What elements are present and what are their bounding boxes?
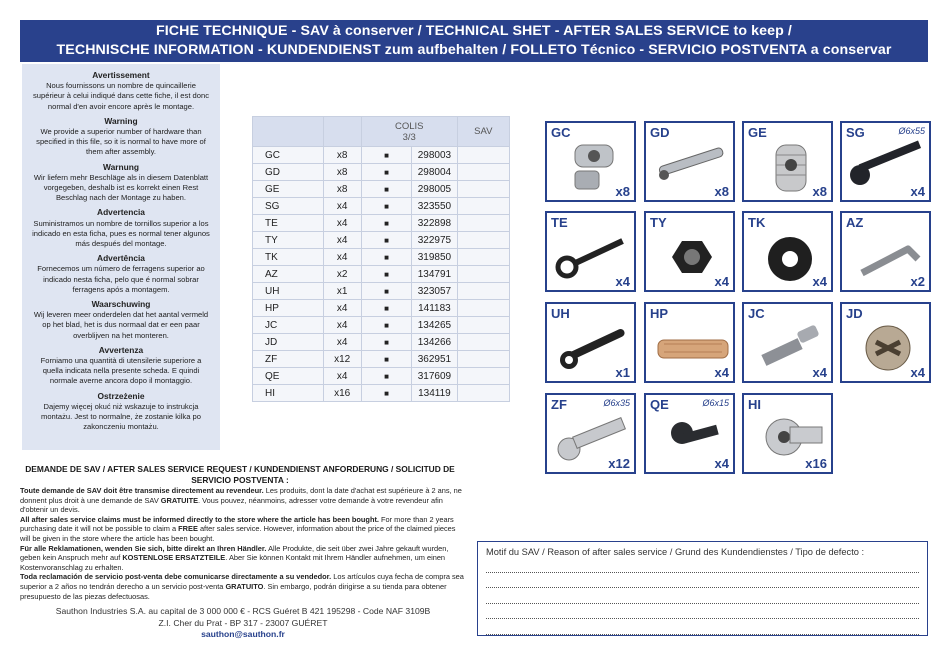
sav-paragraph-bold: Toute demande de SAV doit être transmise directement au revendeur.	[20, 486, 264, 495]
motif-line[interactable]	[486, 575, 919, 589]
code-cell: 317609	[412, 368, 457, 385]
table-row	[253, 181, 510, 198]
warnings-panel	[22, 64, 220, 450]
warning-title: Advertência	[97, 253, 145, 264]
card-quantity: x16	[805, 456, 827, 471]
motif-form	[477, 541, 928, 636]
ref-cell: HI	[253, 385, 324, 402]
hardware-card-hp	[644, 302, 735, 383]
header-line-2: TECHNISCHE INFORMATION - KUNDENDIENST zum aufbehalten / FOLLETO Técnico - SERVICIO POSTVENTA a conservar	[56, 42, 892, 58]
ref-cell: QE	[253, 368, 324, 385]
card-quantity: x8	[812, 184, 827, 199]
sav-paragraph-bold2: KOSTENLOSE ERSATZTEILE	[122, 553, 226, 563]
qty-cell: x4	[323, 249, 361, 266]
table-row	[253, 164, 510, 181]
card-quantity: x4	[714, 456, 729, 471]
check-cell: ■	[361, 283, 411, 300]
card-code: SG	[846, 125, 865, 140]
qty-cell: x12	[323, 351, 361, 368]
sav-request-title: DEMANDE DE SAV / AFTER SALES SERVICE REQUEST / KUNDENDIENST ANFORDERUNG / SOLICITUD DE SERVICIO POSTVENTA :	[25, 464, 455, 485]
sav-paragraph-text: Alle Produkte, die seit über zwei Jahre gekauft wurden, geben kein Anspruch mehr auf	[20, 543, 449, 563]
card-size: Ø6x35	[603, 398, 630, 408]
warning-block	[30, 116, 212, 158]
code-cell: 298004	[412, 164, 457, 181]
hardware-card-jd	[840, 302, 931, 383]
ref-cell: UH	[253, 283, 324, 300]
hardware-card-gd	[644, 121, 735, 202]
card-quantity: x1	[615, 365, 630, 380]
table-row	[253, 351, 510, 368]
code-cell: 134266	[412, 334, 457, 351]
qty-cell: x8	[323, 147, 361, 164]
ref-cell: ZF	[253, 351, 324, 368]
check-cell: ■	[361, 266, 411, 283]
sav-paragraph-bold: Toda reclamación de servicio post-venta debe comunicarse directamente a su vendedor.	[20, 572, 332, 582]
ref-cell: GE	[253, 181, 324, 198]
card-quantity: x4	[714, 365, 729, 380]
sav-paragraph-text: For more than 2 years purchasing date it will not be possible to claim a	[20, 514, 454, 534]
warning-block	[30, 391, 212, 433]
card-quantity: x2	[910, 274, 925, 289]
hardware-card-te	[545, 211, 636, 292]
qty-cell: x8	[323, 181, 361, 198]
check-cell: ■	[361, 300, 411, 317]
table-row	[253, 147, 510, 164]
colis-label: COLIS	[394, 120, 424, 132]
card-code: QE	[650, 397, 669, 412]
warning-block	[30, 253, 212, 295]
card-code: GD	[650, 125, 670, 140]
hardware-card-ty	[644, 211, 735, 292]
ref-cell: TY	[253, 232, 324, 249]
warning-title: Avertissement	[92, 70, 150, 80]
check-cell: ■	[361, 351, 411, 368]
card-quantity: x4	[812, 274, 827, 289]
qty-cell: x4	[323, 232, 361, 249]
warning-title: Avvertenza	[98, 344, 144, 355]
card-size: Ø6x15	[702, 398, 729, 408]
qty-cell: x8	[323, 164, 361, 181]
check-cell: ■	[361, 164, 411, 181]
sav-paragraph-text: Los artículos cuya fecha de compra sea superior a 2 años no tendrán derecho a un servicio post-venta	[20, 572, 464, 591]
code-cell: 323550	[412, 198, 457, 215]
colis-count: 3/3	[402, 131, 416, 143]
table-row	[253, 249, 510, 266]
table-row	[253, 283, 510, 300]
card-quantity: x8	[615, 184, 630, 199]
sav-cell[interactable]	[457, 385, 509, 402]
hardware-card-az	[840, 211, 931, 292]
page-header	[20, 20, 928, 62]
sav-cell[interactable]	[457, 351, 509, 368]
check-cell: ■	[361, 232, 411, 249]
qty-cell: x4	[323, 368, 361, 385]
sav-paragraph	[20, 572, 466, 601]
card-code: GE	[748, 125, 767, 140]
sav-cell[interactable]	[457, 317, 509, 334]
warning-text: Wir liefern mehr Beschläge als in diesem Datenblatt vorgegeben, deshalb ist es korrekt einen Rest Beschlag nach der Montage zu haben.	[33, 172, 209, 203]
hardware-card-ge	[742, 121, 833, 202]
sav-paragraph-text2: . Sin embargo, podrán dirigirse a su tienda para obtener presupuesto de las piezas defectuosas.	[20, 581, 447, 601]
check-cell: ■	[361, 368, 411, 385]
card-code: TK	[748, 215, 766, 230]
warning-block	[30, 207, 212, 249]
warning-text: Dajemy więcej okuć niż wskazuje to instrukcja montażu. Jest to normalne, że zostanie kilka po zakonczeniu montażu.	[41, 401, 201, 432]
qty-cell: x2	[323, 266, 361, 283]
ref-cell: SG	[253, 198, 324, 215]
motif-line[interactable]	[486, 621, 919, 635]
code-cell: 362951	[412, 351, 457, 368]
warning-block	[30, 162, 212, 204]
warning-text: Nous fournissons un nombre de quincaillerie supérieur à celui indiqué dans cette fiche, il est donc normal d'en avoir encore après le montage.	[32, 81, 210, 111]
ref-cell: AZ	[253, 266, 324, 283]
ref-cell: GC	[253, 147, 324, 164]
check-cell: ■	[361, 249, 411, 266]
warning-text: Fornecemos um número de ferragens superior ao indicado nesta ficha, pelo que é normal sobrar ferragens após a montagem.	[37, 264, 205, 294]
sav-paragraph-bold: Für alle Reklamationen, wenden Sie sich, bitte direkt an Ihren Händler.	[20, 543, 267, 553]
hardware-card-hi	[742, 393, 833, 474]
sav-cell[interactable]	[457, 215, 509, 232]
qty-cell: x4	[323, 317, 361, 334]
card-quantity: x4	[812, 365, 827, 380]
sav-cell[interactable]	[457, 232, 509, 249]
sav-cell[interactable]	[457, 334, 509, 351]
hardware-card-uh	[545, 302, 636, 383]
card-quantity: x4	[615, 274, 630, 289]
code-cell: 134119	[412, 385, 457, 402]
card-code: TY	[650, 215, 667, 230]
sav-cell[interactable]	[457, 164, 509, 181]
sav-paragraph	[20, 486, 466, 515]
ref-cell: TE	[253, 215, 324, 232]
check-cell: ■	[361, 181, 411, 198]
sav-paragraph-text2: . Vous pouvez, néanmoins, adresser votre demande à votre revendeur afin d'obtenir un devis.	[20, 495, 443, 515]
table-row	[253, 300, 510, 317]
card-code: JD	[846, 306, 863, 321]
sav-paragraph-text2: . Aber Sie können Kontakt mit Ihrem Händler aufnehmen, um einen Kostenvoranschlag zu erhalten.	[20, 553, 446, 572]
card-quantity: x4	[714, 274, 729, 289]
code-cell: 141183	[412, 300, 457, 317]
card-quantity: x12	[608, 456, 630, 471]
sav-paragraph-bold2: FREE	[178, 524, 198, 534]
sav-cell[interactable]	[457, 249, 509, 266]
sav-paragraph-bold2: GRATUITO	[225, 581, 264, 591]
code-cell: 319850	[412, 249, 457, 266]
code-cell: 298003	[412, 147, 457, 164]
table-row	[253, 232, 510, 249]
card-code: HI	[748, 397, 761, 412]
ref-cell: JD	[253, 334, 324, 351]
code-cell: 323057	[412, 283, 457, 300]
table-row	[253, 385, 510, 402]
motif-line[interactable]	[486, 590, 919, 604]
warning-text: Forniamo una quantità di utensilerie superiore a quella indicata nella presente scheda. E quindi normale averne ancora dopo il montaggio.	[40, 356, 202, 386]
sav-cell[interactable]	[457, 198, 509, 215]
ref-cell: HP	[253, 300, 324, 317]
warning-title: Ostrzeżenie	[97, 390, 145, 401]
sav-paragraph-bold: All after sales service claims must be informed directly to the store where the article has been bought.	[20, 514, 379, 524]
warning-title: Warnung	[103, 161, 139, 172]
table-row	[253, 317, 510, 334]
check-cell: ■	[361, 147, 411, 164]
sav-col-header: SAV	[457, 117, 509, 147]
table-row	[253, 334, 510, 351]
hardware-card-qe	[644, 393, 735, 474]
hardware-card-gc	[545, 121, 636, 202]
hardware-card-jc	[742, 302, 833, 383]
hardware-card-tk	[742, 211, 833, 292]
company-address: Z.I. Cher du Prat - BP 317 - 23007 GUÉRET	[158, 617, 328, 628]
hardware-card-zf	[545, 393, 636, 474]
motif-line[interactable]	[486, 606, 919, 620]
motif-label: Motif du SAV / Reason of after sales service / Grund des Kundendienstes / Tipo de defecto :	[486, 547, 865, 557]
table-row	[253, 215, 510, 232]
ref-cell: JC	[253, 317, 324, 334]
colis-col-header	[361, 117, 457, 147]
check-cell: ■	[361, 385, 411, 402]
warning-block	[30, 299, 212, 341]
card-code: ZF	[551, 397, 567, 412]
warning-block	[30, 70, 212, 112]
sav-cell[interactable]	[457, 147, 509, 164]
sav-paragraph-bold2: GRATUITE	[160, 495, 199, 505]
table-row	[253, 368, 510, 385]
card-size: Ø6x55	[898, 126, 925, 136]
check-cell: ■	[361, 215, 411, 232]
qty-cell: x4	[323, 300, 361, 317]
check-cell: ■	[361, 317, 411, 334]
card-quantity: x4	[910, 184, 925, 199]
qty-cell: x16	[323, 385, 361, 402]
card-quantity: x4	[910, 365, 925, 380]
motif-line[interactable]	[486, 559, 919, 573]
code-cell: 134265	[412, 317, 457, 334]
qty-cell: x4	[323, 334, 361, 351]
table-row	[253, 266, 510, 283]
warning-text: Suministramos un nombre de tornillos superior a los indicado en esta ficha, pues es normal tener algunos más después del montage.	[32, 218, 210, 249]
header-line-1: FICHE TECHNIQUE - SAV à conserver / TECHNICAL SHET - AFTER SALES SERVICE to keep /	[156, 23, 792, 39]
warning-text: We provide a superior number of hardware than specified in this file, so it is normal to have more of them after assembly.	[36, 127, 206, 157]
ref-cell: TK	[253, 249, 324, 266]
code-cell: 298005	[412, 181, 457, 198]
card-code: JC	[748, 306, 765, 321]
ref-col-header	[253, 117, 324, 147]
warning-text: Wij leveren meer onderdelen dat het aantal vermeld op het blad, het is dus normaal dat er een paar overblijven na het monteren.	[33, 310, 209, 340]
qty-cell: x4	[323, 215, 361, 232]
parts-table	[252, 116, 510, 402]
warning-title: Waarschuwing	[91, 299, 151, 310]
company-footer	[20, 606, 466, 641]
company-email[interactable]: sauthon@sauthon.fr	[201, 629, 285, 639]
qty-cell: x1	[323, 283, 361, 300]
sav-cell[interactable]	[457, 300, 509, 317]
sav-request-text	[20, 486, 466, 601]
check-cell: ■	[361, 198, 411, 215]
check-cell: ■	[361, 334, 411, 351]
card-quantity: x8	[714, 184, 729, 199]
code-cell: 322898	[412, 215, 457, 232]
sav-cell[interactable]	[457, 266, 509, 283]
warning-title: Warning	[104, 115, 138, 126]
warning-title: Advertencia	[97, 207, 145, 218]
qty-col-header	[323, 117, 361, 147]
table-row	[253, 198, 510, 215]
card-code: UH	[551, 306, 570, 321]
card-code: GC	[551, 125, 571, 140]
ref-cell: GD	[253, 164, 324, 181]
code-cell: 322975	[412, 232, 457, 249]
company-info: Sauthon Industries S.A. au capital de 3 000 000 € - RCS Guéret B 421 195298 - Code NAF 3109B	[55, 606, 431, 616]
code-cell: 134791	[412, 266, 457, 283]
card-code: TE	[551, 215, 568, 230]
sav-cell[interactable]	[457, 181, 509, 198]
sav-paragraph	[20, 515, 466, 544]
warning-block	[30, 345, 212, 387]
card-code: HP	[650, 306, 669, 321]
card-code: AZ	[846, 215, 864, 230]
sav-cell[interactable]	[457, 283, 509, 300]
hardware-card-sg	[840, 121, 931, 202]
sav-paragraph-text: Les produits, dont la date d'achat est supérieure à 2 ans, ne donnent plus droit à une demande de SAV	[20, 486, 462, 505]
sav-cell[interactable]	[457, 368, 509, 385]
sav-paragraph-text2: after sales service. However, information about the price of the claimed pieces will be given in the store where the article has been bought.	[20, 524, 456, 543]
sav-paragraph	[20, 544, 466, 573]
hardware-cards	[545, 121, 935, 471]
qty-cell: x4	[323, 198, 361, 215]
